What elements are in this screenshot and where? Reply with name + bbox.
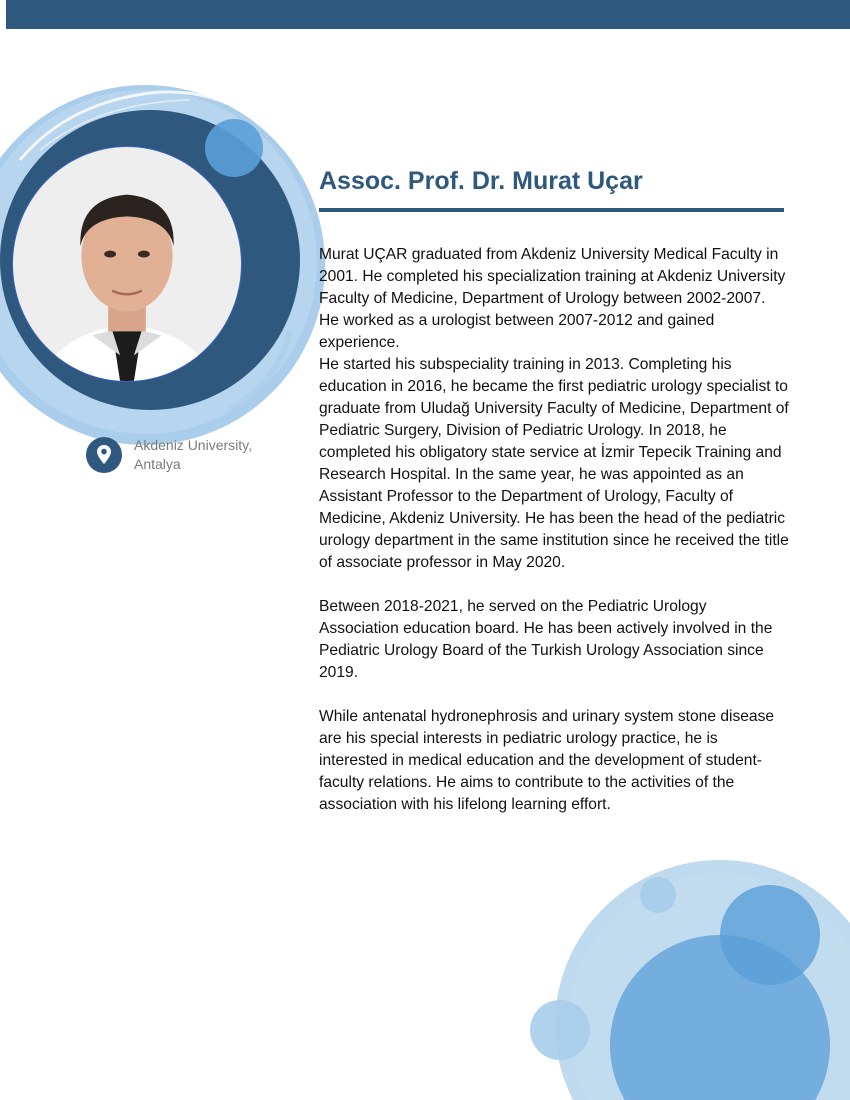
title-underline (319, 208, 784, 212)
location-line-1: Akdeniz University, (134, 437, 253, 453)
bubbles-decoration (520, 860, 850, 1100)
bio-paragraph-1a: Murat UÇAR graduated from Akdeniz University Medical Faculty in 2001. He completed his specialization training at Akdeniz University Faculty of Medicine, Department of Urology between 2002-2007. He worked as a urologist between 2007-2012 and gained experience. (319, 246, 786, 351)
bio-paragraph-1b: He started his subspeciality training in 2013. Completing his education in 2016, he became the first pediatric urology specialist to graduate from Uludağ University Faculty of Medicine, Department of Pediatric Surgery, Division of Pediatric Urology. In 2018, he completed his obligatory state service at İzmir Tepecik Training and Research Hospital. In the same year, he was appointed as an Assistant Professor to the Department of Urology, Faculty of Medicine, Akdeniz University. He has been the head of the pediatric urology department in the same institution since he received the title of associate professor in May 2020. (319, 356, 789, 571)
bio-paragraph-3: While antenatal hydronephrosis and urinary system stone disease are his special interests in pediatric urology practice, he is interested in medical education and the development of student-faculty relations. He aims to contribute to the activities of the association with his lifelong learning effort. (319, 708, 775, 813)
profile-photo (12, 146, 242, 382)
header-bar (6, 0, 850, 29)
location-line-2: Antalya (134, 456, 181, 472)
biography (319, 244, 789, 816)
map-pin-icon (86, 437, 122, 473)
bio-paragraph-2: Between 2018-2021, he served on the Pediatric Urology Association education board. He has been actively involved in the Pediatric Urology Board of the Turkish Urology Association since 2019. (319, 598, 773, 681)
portrait-image (13, 147, 241, 381)
location-text (134, 436, 284, 474)
page-title: Assoc. Prof. Dr. Murat Uçar (319, 167, 643, 195)
